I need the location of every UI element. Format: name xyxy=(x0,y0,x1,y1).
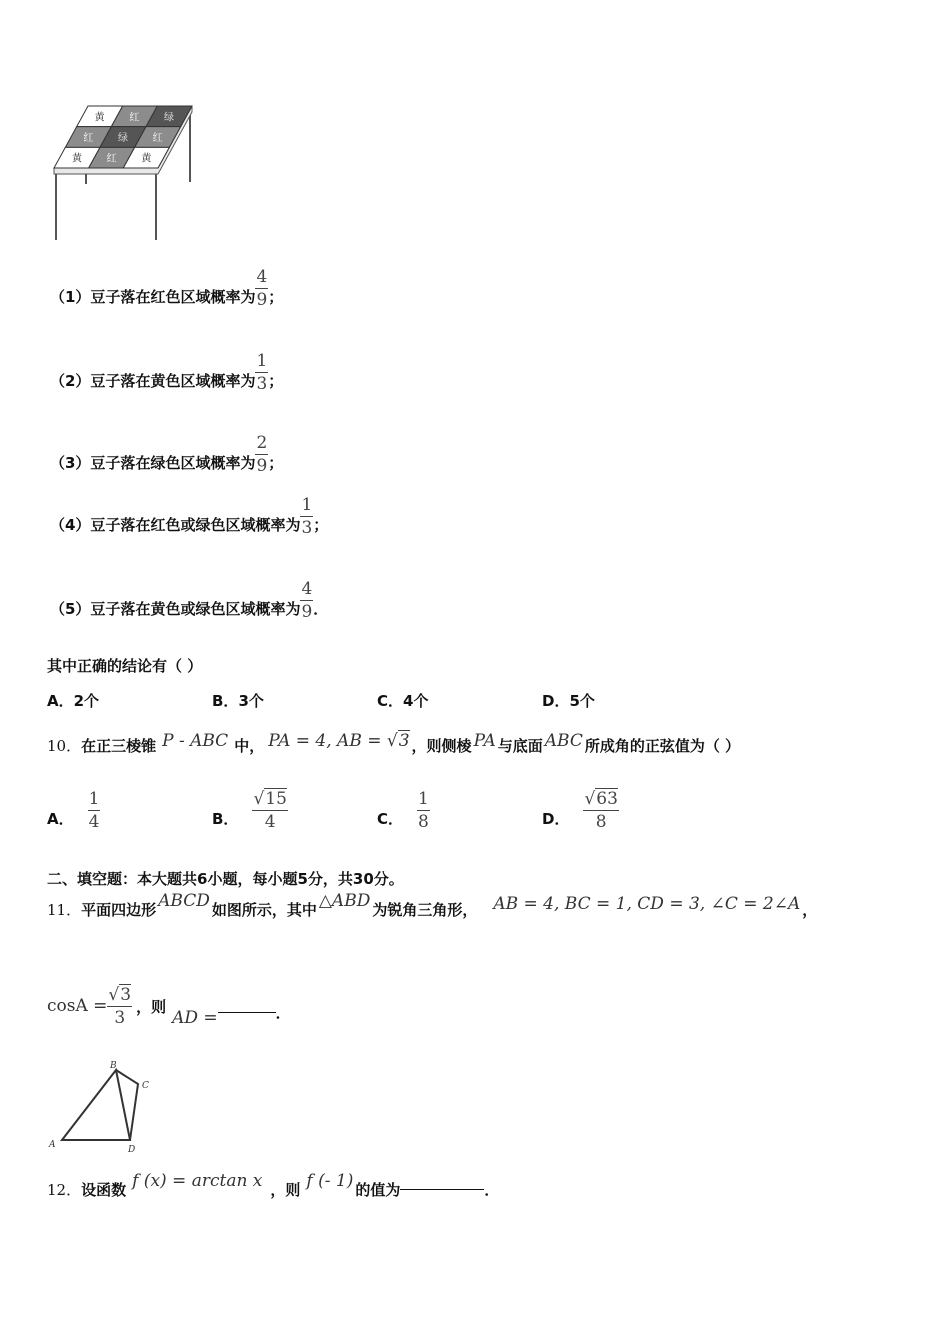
fraction-numerator: 15 xyxy=(265,788,287,809)
q10-line xyxy=(47,728,740,762)
tile-label: 黄 xyxy=(94,112,105,124)
table-figure xyxy=(50,102,200,244)
q9-option-d[interactable] xyxy=(542,690,595,711)
fraction-numerator: 1 xyxy=(418,788,429,809)
vertex-label-a: A xyxy=(49,1140,56,1150)
q11-text4: ， xyxy=(802,900,818,919)
statement-fraction xyxy=(300,578,313,623)
q10-math4: ABC xyxy=(544,731,583,751)
tile-label: 红 xyxy=(106,153,117,165)
statement-label: （4）豆子落在红色或绿色区域概率为 xyxy=(50,515,301,534)
q10-text4: 与底面 xyxy=(497,736,543,755)
option-fraction: $\frac{√15}{4}$ xyxy=(253,788,287,832)
tile-label: 红 xyxy=(129,112,140,124)
fraction-denominator: 9 xyxy=(256,455,268,476)
option-letter: C． xyxy=(377,692,404,710)
q12-math1: f (x) = arctan x xyxy=(132,1171,263,1191)
statement-label: （2）豆子落在黄色区域概率为 xyxy=(50,371,256,390)
q11-math2: △ABD xyxy=(318,891,371,911)
q11-math3: AB = 4, BC = 1, CD = 3, ∠C = 2∠A xyxy=(493,894,801,914)
q10-math1: P - ABC xyxy=(162,731,229,751)
statement-fraction xyxy=(255,432,268,477)
q10-option-a[interactable] xyxy=(47,784,100,836)
statement-label: （1）豆子落在红色区域概率为 xyxy=(50,287,256,306)
q9-option-c[interactable] xyxy=(377,690,428,711)
fraction-denominator: 8 xyxy=(595,811,607,832)
q11-answer-blank[interactable] xyxy=(218,1012,276,1013)
fraction-denominator: 4 xyxy=(88,811,100,832)
statement-end: ； xyxy=(268,287,284,306)
q10-text1: 在正三棱锥 xyxy=(81,736,157,755)
q11-text2: 如图所示，其中 xyxy=(211,900,317,919)
q11-cos-num: 3 xyxy=(120,984,132,1005)
q10-number: 10． xyxy=(47,736,82,755)
vertex-label-b: B xyxy=(110,1061,117,1071)
tile-label: 黄 xyxy=(141,153,152,165)
q10-math2: PA = 4, AB = √3 xyxy=(268,731,410,751)
q12-number: 12． xyxy=(47,1180,82,1199)
option-letter: C． xyxy=(377,809,404,828)
statement-4 xyxy=(50,490,328,542)
q10-option-c[interactable] xyxy=(377,784,430,836)
vertex-label-c: C xyxy=(142,1081,149,1091)
q10-text2: 中， xyxy=(234,736,265,755)
fraction-denominator: 4 xyxy=(264,811,276,832)
statement-2 xyxy=(50,346,283,398)
q10-text3: ，则侧棱 xyxy=(411,736,472,755)
q10-text5: 所成角的正弦值为（ ） xyxy=(584,736,741,755)
fraction-denominator: 8 xyxy=(418,811,429,832)
fraction-numerator: 4 xyxy=(256,266,268,287)
statement-3 xyxy=(50,428,283,480)
fraction-numerator: 2 xyxy=(256,432,268,453)
q10-math2-text: PA = 4, AB = xyxy=(268,731,387,751)
option-letter: A． xyxy=(47,809,74,828)
q12-line xyxy=(47,1172,499,1206)
q11-text1: 平面四边形 xyxy=(81,900,157,919)
q11-line1 xyxy=(47,892,817,926)
q9-option-b[interactable] xyxy=(212,690,264,711)
quadrilateral-figure xyxy=(44,1058,164,1156)
q11-math1: ABCD xyxy=(158,891,210,911)
option-fraction xyxy=(88,788,101,833)
q12-text2: ，则 xyxy=(270,1180,301,1199)
q11-cos-fraction: $\frac{√3}{3}$ xyxy=(108,984,132,1028)
option-value: 4个 xyxy=(403,692,429,710)
statement-fraction xyxy=(300,494,313,539)
q12-end: ． xyxy=(484,1180,500,1199)
q11-number: 11． xyxy=(47,900,82,919)
q11-cos-label: cosA = xyxy=(47,996,108,1016)
tile-label: 绿 xyxy=(164,112,174,124)
q10-math3: PA xyxy=(473,731,496,751)
q11-text3: 为锐角三角形， xyxy=(372,900,478,919)
fraction-denominator: 3 xyxy=(256,373,268,394)
q12-text1: 设函数 xyxy=(81,1180,127,1199)
fraction-denominator: 3 xyxy=(301,517,313,538)
tile-label: 红 xyxy=(152,133,163,144)
q11-math5: AD = xyxy=(172,1008,218,1028)
q11-text5: ，则 xyxy=(136,997,167,1016)
statement-fraction xyxy=(255,266,268,311)
statement-label: （3）豆子落在绿色区域概率为 xyxy=(50,453,256,472)
option-letter: A． xyxy=(47,692,74,710)
section-heading: 二、填空题：本大题共6小题，每小题5分，共30分。 xyxy=(47,870,404,888)
vertex-label-d: D xyxy=(128,1145,136,1155)
option-letter: B． xyxy=(212,692,239,710)
tile-label: 黄 xyxy=(72,153,82,165)
statement-5 xyxy=(50,574,328,626)
fraction-numerator: 1 xyxy=(301,494,313,515)
q10-option-d[interactable] xyxy=(542,784,619,836)
q10-math2-radicand: 3 xyxy=(398,731,410,751)
option-letter: B． xyxy=(212,809,239,828)
statement-end: ． xyxy=(313,599,329,618)
q10-option-b[interactable] xyxy=(212,784,288,836)
q11-line2 xyxy=(47,980,291,1032)
q12-math2: f (- 1) xyxy=(306,1171,354,1191)
statement-end: ； xyxy=(313,515,329,534)
q9-option-a[interactable] xyxy=(47,690,99,711)
statement-label: （5）豆子落在黄色或绿色区域概率为 xyxy=(50,599,301,618)
option-letter: D． xyxy=(542,809,570,828)
fraction-numerator: 4 xyxy=(301,578,313,599)
option-value: 5个 xyxy=(569,692,595,710)
fraction-numerator: 63 xyxy=(596,788,618,809)
fraction-numerator: 1 xyxy=(88,788,100,809)
option-value: 3个 xyxy=(238,692,264,710)
q12-text3: 的值为 xyxy=(355,1180,401,1199)
tile-grid xyxy=(54,106,192,168)
statement-end: ； xyxy=(268,453,284,472)
fraction-denominator: 9 xyxy=(256,289,268,310)
q9-stem: 其中正确的结论有（ ） xyxy=(47,657,203,675)
option-fraction: $\frac{√63}{8}$ xyxy=(584,788,618,832)
option-fraction xyxy=(417,788,430,833)
q11-end: ． xyxy=(275,1003,291,1022)
triangle-abd xyxy=(62,1070,130,1140)
tile-label: 绿 xyxy=(118,133,128,144)
statement-fraction xyxy=(255,350,268,395)
tile-label: 红 xyxy=(83,133,94,144)
statement-end: ； xyxy=(268,371,284,390)
option-letter: D． xyxy=(542,692,570,710)
statement-1 xyxy=(50,262,283,314)
fraction-denominator: 9 xyxy=(301,601,313,622)
q11-cos-den: 3 xyxy=(114,1007,126,1028)
option-value: 2个 xyxy=(73,692,100,710)
q12-answer-blank[interactable] xyxy=(400,1189,484,1190)
fraction-numerator: 1 xyxy=(256,350,268,371)
